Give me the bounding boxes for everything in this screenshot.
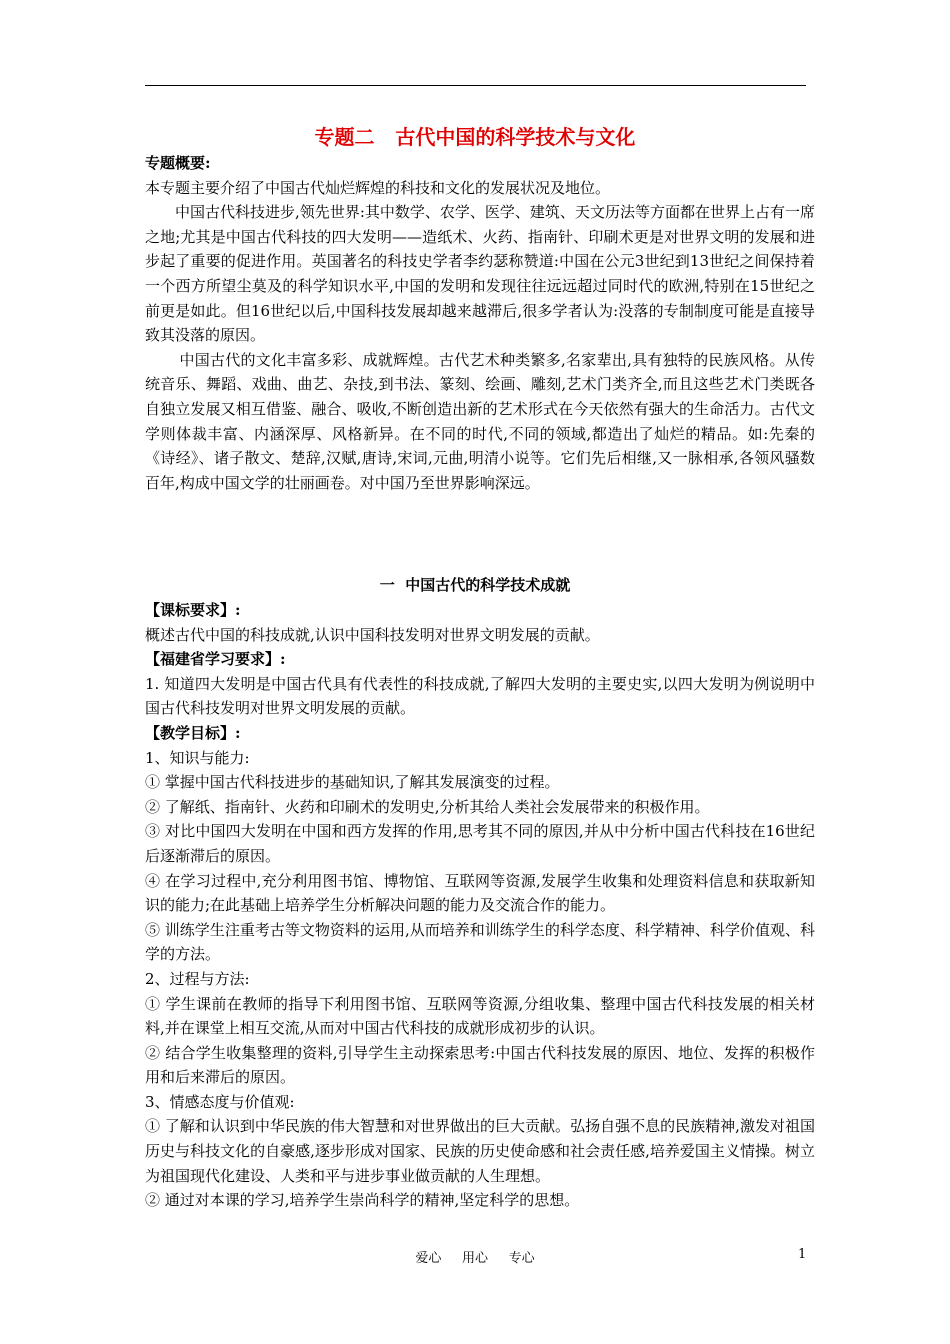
goal3-heading: 3、情感态度与价值观: <box>145 1092 295 1111</box>
goal2-heading: 2、过程与方法: <box>145 969 250 988</box>
overview-heading: 专题概要: <box>145 154 211 172</box>
overview-paragraph-science: 中国古代科技进步,领先世界:其中数学、农学、医学、建筑、天文历法等方面都在世界上占有一席之地;尤其是中国古代科技的四大发明——造纸术、火药、指南针、印刷术更是对世界文明的发展和进步起了重要的促进作用。英国著名的科技史学者李约瑟称赞道:中国在公元3世纪到13世纪之间保持着一个西方所望尘莫及的科学知识水平,中国的发明和发现往往远远超过同时代的欧洲,特别在15世纪之前更是如此。但16世纪以后,中国科技发展却越来越滞后,很多学者认为:没落的专制制度可能是直接导致其没落的原因。 <box>145 203 815 345</box>
goal1-heading: 1、知识与能力: <box>145 748 250 767</box>
header-rule <box>145 85 806 86</box>
overview-intro: 本专题主要介绍了中国古代灿烂辉煌的科技和文化的发展状况及地位。 <box>145 178 611 197</box>
goal1-item: ① 掌握中国古代科技进步的基础知识,了解其发展演变的过程。 <box>145 773 560 792</box>
goal2-item: ① 学生课前在教师的指导下利用图书馆、互联网等资源,分组收集、整理中国古代科技发展的相关材料,并在课堂上相互交流,从而对中国古代科技的成就形成初步的认识。 <box>145 994 815 1038</box>
goal3-item: ② 通过对本课的学习,培养学生崇尚科学的精神,坚定科学的思想。 <box>145 1191 580 1210</box>
goal1-item: ③ 对比中国四大发明在中国和西方发挥的作用,思考其不同的原因,并从中分析中国古代科技在16世纪后逐渐滞后的原因。 <box>145 822 815 865</box>
page-number: 1 <box>798 1247 807 1262</box>
section-heading: 一 中国古代的科学技术成就 <box>379 576 571 594</box>
curriculum-heading: 【课标要求】: <box>145 601 241 619</box>
fujian-text: 1. 知道四大发明是中国古代具有代表性的科技成就,了解四大发明的主要史实,以四大发明为例说明中国古代科技发明对世界文明发展的贡献。 <box>145 674 815 718</box>
footer-motto: 爱心 用心 专心 <box>415 1251 535 1266</box>
overview-block <box>145 151 815 495</box>
goals-heading: 【教学目标】: <box>145 723 241 742</box>
goal1-item: ② 了解纸、指南针、火药和印刷术的发明史,分析其给人类社会发展带来的积极作用。 <box>145 797 710 816</box>
overview-paragraph-culture: 中国古代的文化丰富多彩、成就辉煌。古代艺术种类繁多,名家辈出,具有独特的民族风格。从传统音乐、舞蹈、戏曲、曲艺、杂技,到书法、篆刻、绘画、雕刻,艺术门类齐全,而且这些艺术门类既各自独立发展又相互借鉴、融合、吸收,不断创造出新的艺术形式在今天依然有强大的生命活力。古代文学则体裁丰富、内涵深厚、风格新异。在不同的时代,不同的领域,都造出了灿烂的精品。如:先秦的《诗经》、诸子散文、楚辞,汉赋,唐诗,宋词,元曲,明清小说等。它们先后相继,又一脉相承,各领风骚数百年,构成中国文学的壮丽画卷。对中国乃至世界影响深远。 <box>145 350 815 492</box>
goal1-item: ④ 在学习过程中,充分利用图书馆、博物馆、互联网等资源,发展学生收集和处理资料信息和获取新知识的能力;在此基础上培养学生分析解决问题的能力及交流合作的能力。 <box>145 871 815 915</box>
goal1-item: ⑤ 训练学生注重考古等文物资料的运用,从而培养和训练学生的科学态度、科学精神、科学价值观、科学的方法。 <box>145 920 815 964</box>
fujian-heading: 【福建省学习要求】: <box>145 650 286 669</box>
section-body <box>145 598 815 1213</box>
curriculum-text: 概述古代中国的科技成就,认识中国科技发明对世界文明发展的贡献。 <box>145 625 600 644</box>
page-title: 专题二 古代中国的科学技术与文化 <box>314 125 636 149</box>
page-footer <box>0 1247 950 1269</box>
goal2-item: ② 结合学生收集整理的资料,引导学生主动探索思考:中国古代科技发展的原因、地位、发挥的积极作用和后来滞后的原因。 <box>145 1043 815 1087</box>
goal3-item: ① 了解和认识到中华民族的伟大智慧和对世界做出的巨大贡献。弘扬自强不息的民族精神,激发对祖国历史与科技文化的自豪感,逐步形成对国家、民族的历史使命感和社会责任感,培养爱国主义情操。树立为祖国现代化建设、人类和平与进步事业做贡献的人生理想。 <box>145 1117 815 1185</box>
